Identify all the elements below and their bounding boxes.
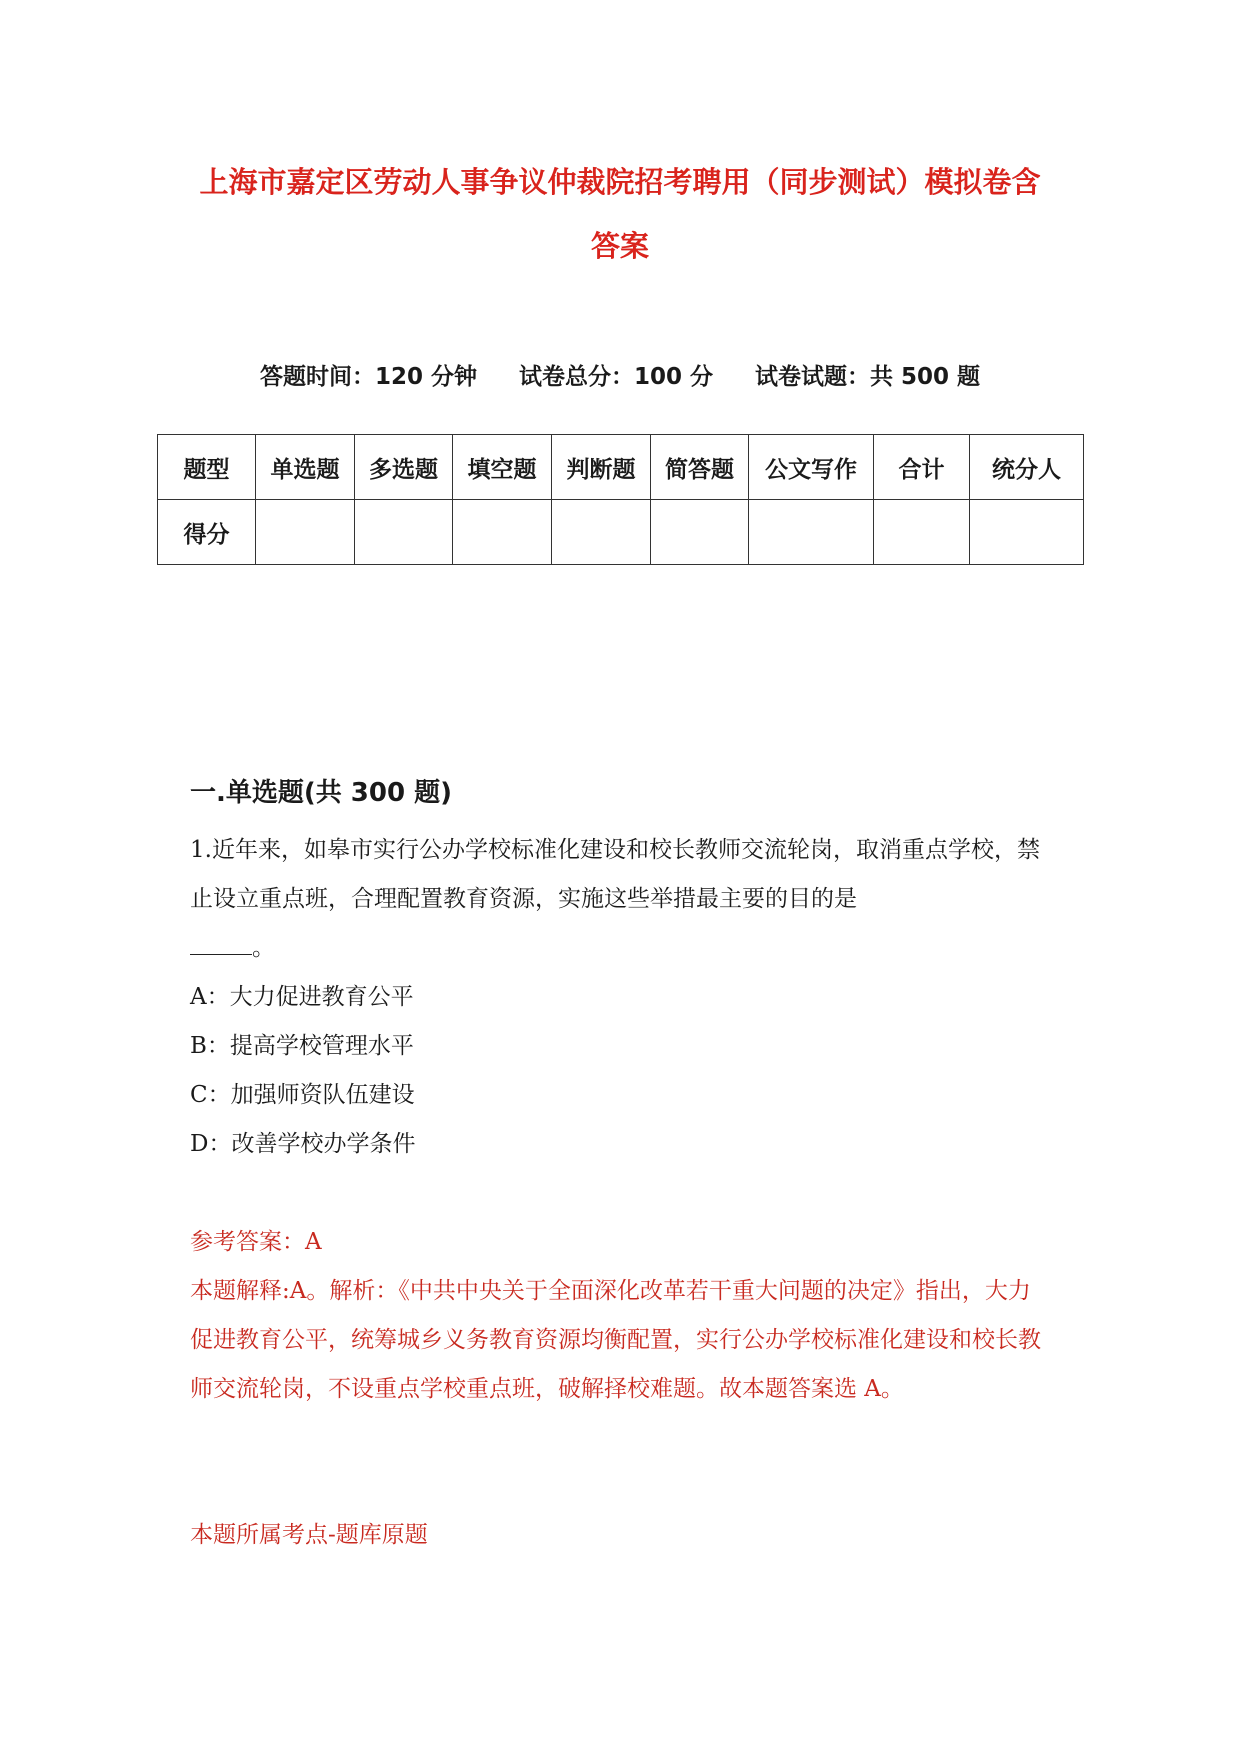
option-d: D：改善学校办学条件 xyxy=(190,1131,416,1157)
score-cell xyxy=(970,500,1084,565)
title-line-2: 答案 xyxy=(590,229,649,263)
title-line-1: 上海市嘉定区劳动人事争议仲裁院招考聘用（同步测试）模拟卷含 xyxy=(199,165,1041,199)
score-cell xyxy=(651,500,749,565)
option-b: B：提高学校管理水平 xyxy=(190,1033,414,1059)
exam-total-score: 试卷总分：100 分 xyxy=(518,364,714,390)
answer-blank xyxy=(190,932,252,955)
header-cell: 填空题 xyxy=(453,435,552,500)
answer-explanation: 本题解释:A。解析：《中共中央关于全面深化改革若干重大问题的决定》指出，大力促进教育公平，统筹城乡义务教育资源均衡配置，实行公办学校标准化建设和校长教师交流轮岗，不设重点学校重点班，破解择校难题。故本题答案选 A。 xyxy=(190,1278,1041,1402)
knowledge-point: 本题所属考点-题库原题 xyxy=(190,1522,428,1548)
score-cell xyxy=(749,500,874,565)
score-cell xyxy=(453,500,552,565)
option-a: A：大力促进教育公平 xyxy=(190,984,414,1010)
header-cell: 题型 xyxy=(158,435,256,500)
question-text: 1.近年来，如皋市实行公办学校标准化建设和校长教师交流轮岗，取消重点学校，禁止设立重点班，合理配置教育资源，实施这些举措最主要的目的是 xyxy=(190,837,1040,912)
score-cell xyxy=(355,500,453,565)
score-cell xyxy=(874,500,970,565)
row-label-cell: 得分 xyxy=(158,500,256,565)
exam-info xyxy=(0,358,1240,391)
score-table-header-row xyxy=(158,435,1084,500)
exam-question-count: 试卷试题：共 500 题 xyxy=(755,364,981,390)
header-cell: 简答题 xyxy=(651,435,749,500)
score-cell xyxy=(256,500,355,565)
option-c: C：加强师资队伍建设 xyxy=(190,1082,415,1108)
reference-answer: 参考答案：A xyxy=(190,1229,322,1255)
document-title xyxy=(150,150,1090,278)
header-cell: 多选题 xyxy=(355,435,453,500)
score-table-score-row xyxy=(158,500,1084,565)
header-cell: 统分人 xyxy=(970,435,1084,500)
header-cell: 公文写作 xyxy=(749,435,874,500)
header-cell: 单选题 xyxy=(256,435,355,500)
score-table xyxy=(157,434,1084,565)
score-cell xyxy=(552,500,651,565)
question-stem xyxy=(190,826,1048,973)
exam-time: 答题时间：120 分钟 xyxy=(259,364,477,390)
header-cell: 判断题 xyxy=(552,435,651,500)
section-title: 一.单选题(共 300 题) xyxy=(190,778,453,808)
question-end: 。 xyxy=(252,935,275,961)
header-cell: 合计 xyxy=(874,435,970,500)
